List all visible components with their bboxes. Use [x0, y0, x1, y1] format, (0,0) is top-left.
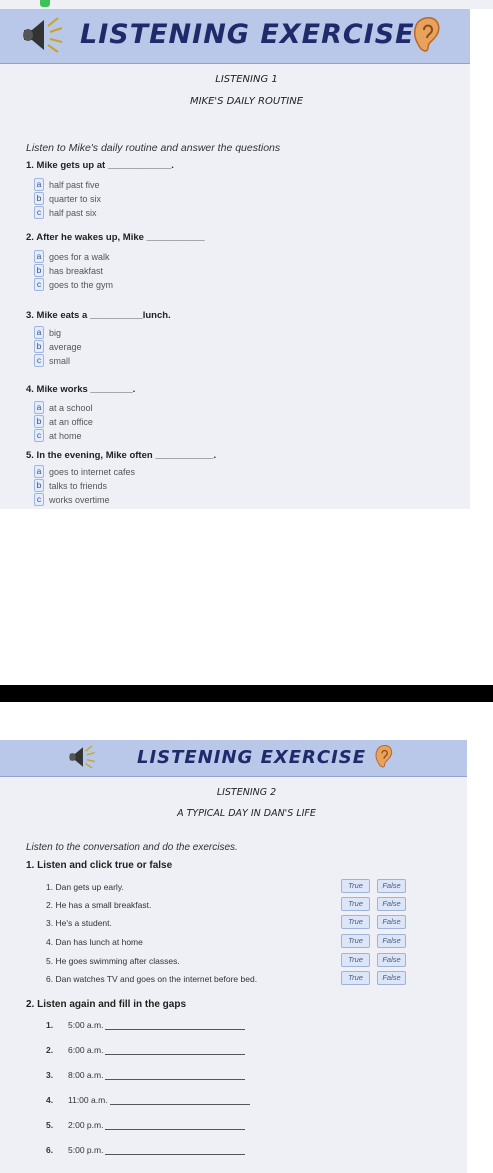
option-letter: b: [34, 415, 44, 428]
gap-time: 5:00 p.m.: [68, 1145, 104, 1155]
fill-gap-item: [46, 1045, 245, 1055]
section-title: 1. Listen and click true or false: [26, 860, 173, 871]
option-letter: c: [34, 278, 44, 291]
gap-number: 3.: [46, 1070, 54, 1080]
answer-option[interactable]: [34, 340, 82, 353]
fill-gap-item: [46, 1070, 245, 1080]
instruction: Listen to Mike's daily routine and answer the questions: [26, 142, 281, 154]
true-button[interactable]: True: [341, 971, 370, 985]
gap-time: 11:00 a.m.: [68, 1095, 108, 1105]
status-strip: [0, 0, 493, 9]
answer-option[interactable]: [34, 206, 97, 219]
option-letter: b: [34, 192, 44, 205]
true-button[interactable]: True: [341, 915, 370, 929]
speaker-icon: [66, 742, 96, 777]
option-letter: a: [34, 465, 44, 478]
gap-input[interactable]: [105, 1071, 245, 1080]
option-letter: a: [34, 250, 44, 263]
answer-option[interactable]: [34, 415, 93, 428]
fill-gap-item: [46, 1020, 245, 1030]
option-letter: c: [34, 354, 44, 367]
fill-gap-item: [46, 1095, 250, 1105]
answer-option[interactable]: [34, 178, 100, 191]
banner-title: LISTENING EXERCISE: [137, 747, 367, 768]
option-text: average: [49, 341, 82, 352]
option-letter: a: [34, 326, 44, 339]
question: 2. After he wakes up, Mike ___________: [26, 232, 205, 243]
false-button[interactable]: False: [377, 879, 406, 893]
gap-input[interactable]: [105, 1146, 245, 1155]
answer-option[interactable]: [34, 192, 101, 205]
subtitle: LISTENING 2: [216, 787, 277, 798]
gap-input[interactable]: [105, 1021, 245, 1030]
false-button[interactable]: False: [377, 971, 406, 985]
answer-option[interactable]: [34, 493, 110, 506]
statement: 4. Dan has lunch at home: [46, 937, 143, 947]
option-text: talks to friends: [49, 480, 108, 491]
gap-input[interactable]: [105, 1121, 245, 1130]
gap-time: 6:00 a.m.: [68, 1045, 104, 1055]
true-button[interactable]: True: [341, 953, 370, 967]
option-text: at home: [49, 430, 82, 441]
false-button[interactable]: False: [377, 897, 406, 911]
true-button[interactable]: True: [341, 934, 370, 948]
option-text: goes to internet cafes: [49, 466, 136, 477]
option-text: small: [49, 355, 71, 366]
gap-number: 1.: [46, 1020, 54, 1030]
banner-title: LISTENING EXERCISE: [80, 19, 415, 50]
answer-option[interactable]: [34, 479, 107, 492]
false-button[interactable]: False: [377, 934, 406, 948]
gap-time: 2:00 p.m.: [68, 1120, 104, 1130]
fill-gap-item: [46, 1145, 245, 1155]
option-text: has breakfast: [49, 265, 104, 276]
gap-number: 2.: [46, 1045, 54, 1055]
answer-option[interactable]: [34, 465, 135, 478]
gap-input[interactable]: [105, 1046, 245, 1055]
option-letter: b: [34, 340, 44, 353]
answer-option[interactable]: [34, 264, 103, 277]
option-text: at an office: [49, 416, 93, 427]
question: 1. Mike gets up at ____________.: [26, 160, 174, 171]
option-letter: c: [34, 493, 44, 506]
exercise-heading: A TYPICAL DAY IN DAN'S LIFE: [177, 808, 316, 819]
false-button[interactable]: False: [377, 915, 406, 929]
option-text: goes to the gym: [49, 279, 114, 290]
statement: 3. He's a student.: [46, 918, 112, 928]
gap-number: 6.: [46, 1145, 54, 1155]
gap-time: 5:00 a.m.: [68, 1020, 104, 1030]
instruction: Listen to the conversation and do the exercises.: [26, 842, 238, 853]
true-button[interactable]: True: [341, 897, 370, 911]
option-letter: b: [34, 479, 44, 492]
statement: 2. He has a small breakfast.: [46, 900, 152, 910]
speaker-icon: [18, 12, 64, 63]
option-letter: c: [34, 206, 44, 219]
option-text: goes for a walk: [49, 251, 110, 262]
statement: 6. Dan watches TV and goes on the internet before bed.: [46, 974, 258, 984]
exercise-heading: MIKE'S DAILY ROUTINE: [189, 96, 304, 107]
true-button[interactable]: True: [341, 879, 370, 893]
screenshot-divider: [0, 685, 493, 702]
option-letter: a: [34, 401, 44, 414]
answer-option[interactable]: [34, 429, 82, 442]
statement: 5. He goes swimming after classes.: [46, 956, 180, 966]
option-text: half past five: [49, 179, 100, 190]
whatsapp-icon: [40, 0, 50, 7]
statement: 1. Dan gets up early.: [46, 882, 124, 892]
option-text: half past six: [49, 207, 97, 218]
option-text: big: [49, 327, 62, 338]
false-button[interactable]: False: [377, 953, 406, 967]
question: 4. Mike works ________.: [26, 384, 136, 395]
section-title: 2. Listen again and fill in the gaps: [26, 999, 187, 1010]
option-text: works overtime: [49, 494, 110, 505]
option-letter: b: [34, 264, 44, 277]
ear-icon: [410, 14, 444, 59]
question: 3. Mike eats a __________lunch.: [26, 310, 171, 321]
gap-number: 4.: [46, 1095, 54, 1105]
answer-option[interactable]: [34, 250, 110, 263]
answer-option[interactable]: [34, 354, 70, 367]
option-text: at a school: [49, 402, 93, 413]
option-text: quarter to six: [49, 193, 102, 204]
answer-option[interactable]: [34, 278, 113, 291]
answer-option[interactable]: [34, 326, 61, 339]
option-letter: c: [34, 429, 44, 442]
option-letter: a: [34, 178, 44, 191]
gap-number: 5.: [46, 1120, 54, 1130]
gap-time: 8:00 a.m.: [68, 1070, 104, 1080]
gap-input[interactable]: [110, 1096, 250, 1105]
subtitle: LISTENING 1: [215, 74, 278, 85]
ear-icon: [373, 743, 395, 774]
question: 5. In the evening, Mike often ___________.: [26, 450, 217, 461]
answer-option[interactable]: [34, 401, 93, 414]
fill-gap-item: [46, 1120, 245, 1130]
